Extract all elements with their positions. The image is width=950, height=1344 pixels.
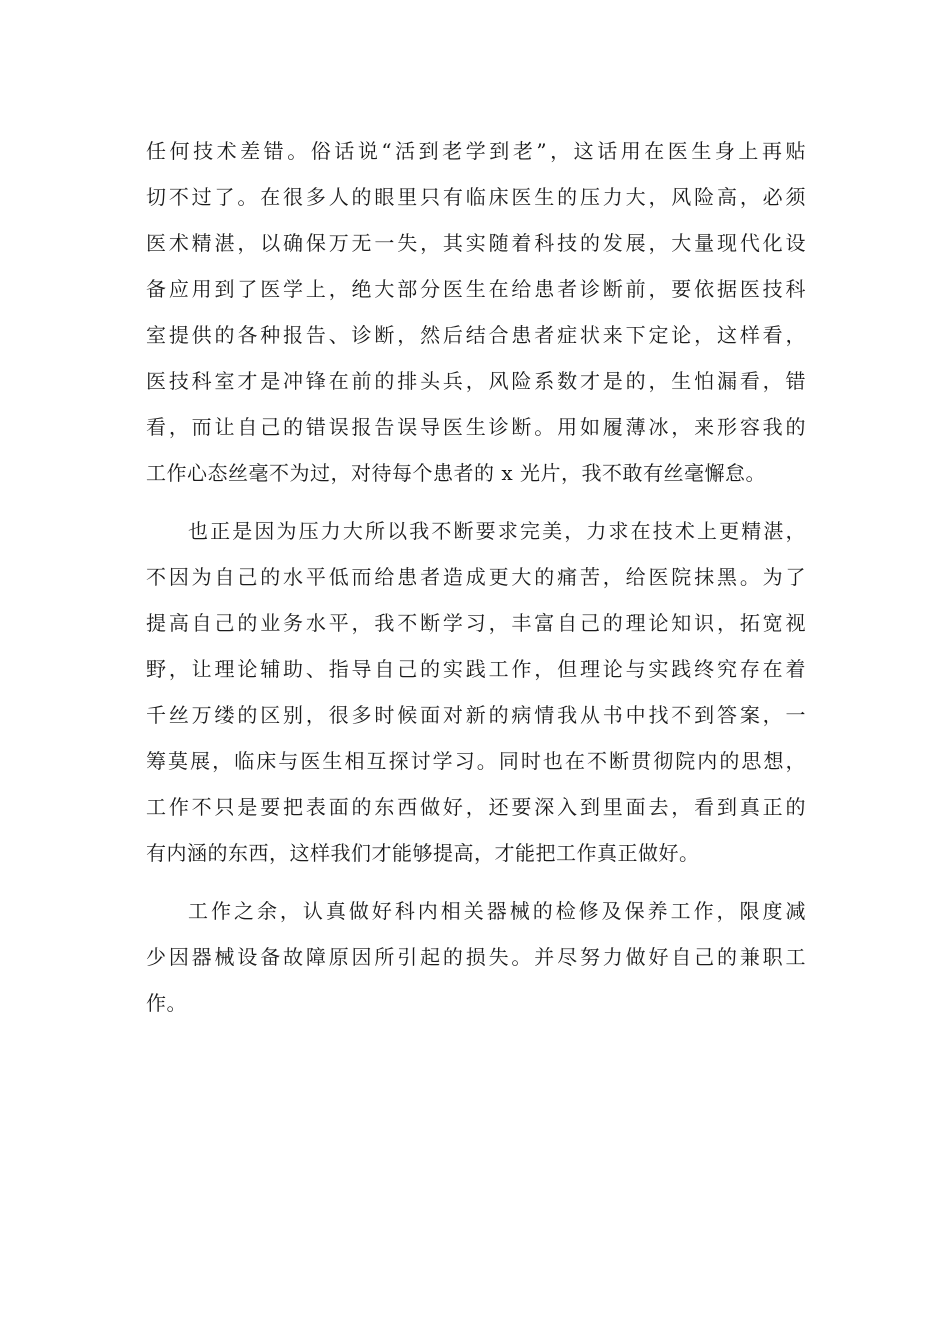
text-line: 看，而让自己的错误报告误导医生诊断。用如履薄冰，来形容我的 [146, 415, 806, 439]
text-line: 工作之余，认真做好科内相关器械的检修及保养工作，限度减 [188, 899, 806, 923]
text-line: 备应用到了医学上，绝大部分医生在给患者诊断前，要依据医技科 [146, 277, 806, 301]
paragraph-3 [146, 888, 806, 1026]
text-line: 室提供的各种报告、诊断，然后结合患者症状来下定论，这样看， [146, 323, 806, 347]
paragraph-spacer [146, 496, 806, 508]
text-line: 工作心态丝毫不为过，对待每个患者的 x 光片，我不敢有丝毫懈怠。 [146, 461, 766, 485]
text-line: 不因为自己的水平低而给患者造成更大的痛苦，给医院抹黑。为了 [146, 565, 806, 589]
text-line: 医技科室才是冲锋在前的排头兵，风险系数才是的，生怕漏看，错 [146, 369, 806, 393]
text-line: 切不过了。在很多人的眼里只有临床医生的压力大，风险高，必须 [146, 185, 806, 209]
text-line: 有内涵的东西，这样我们才能够提高，才能把工作真正做好。 [146, 841, 700, 865]
paragraph-2 [146, 508, 806, 876]
text-line: 医术精湛，以确保万无一失，其实随着科技的发展，大量现代化设 [146, 231, 806, 255]
text-line: 作。 [146, 991, 187, 1015]
text-line: 也正是因为压力大所以我不断要求完美，力求在技术上更精湛， [188, 519, 806, 543]
paragraph-spacer [146, 876, 806, 888]
text-line: 野，让理论辅助、指导自己的实践工作，但理论与实践终究存在着 [146, 657, 806, 681]
text-line: 任何技术差错。俗话说“活到老学到老”，这话用在医生身上再贴 [146, 139, 806, 163]
text-line: 少因器械设备故障原因所引起的损失。并尽努力做好自己的兼职工 [146, 945, 806, 969]
text-line: 筹莫展，临床与医生相互探讨学习。同时也在不断贯彻院内的思想， [146, 749, 806, 773]
text-line: 工作不只是要把表面的东西做好，还要深入到里面去，看到真正的 [146, 795, 806, 819]
text-line: 提高自己的业务水平，我不断学习，丰富自己的理论知识，拓宽视 [146, 611, 806, 635]
text-line: 千丝万缕的区别，很多时候面对新的病情我从书中找不到答案，一 [146, 703, 806, 727]
paragraph-1 [146, 128, 806, 496]
document-body [146, 128, 806, 1026]
